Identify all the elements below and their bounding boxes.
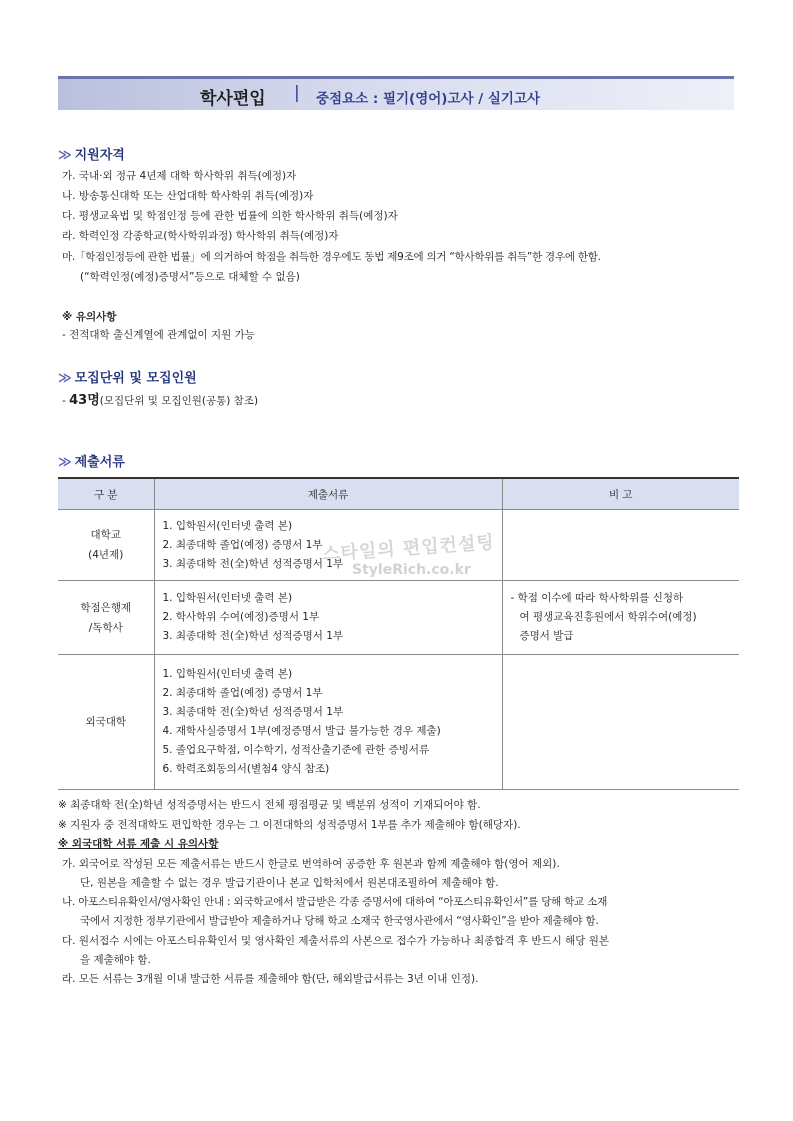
double-chevron-icon: ≫: [58, 455, 69, 470]
section-eligibility-heading: ≫ 지원자격: [58, 148, 125, 163]
header-remarks: 비 고: [502, 478, 739, 510]
foreign-line: 가. 외국어로 작성된 모든 제출서류는 반드시 한글로 번역하여 공증한 후 원본과 함께 제출해야 함(영어 제외).: [62, 858, 560, 870]
table-row: [58, 655, 739, 790]
documents-table: [58, 477, 739, 790]
title-banner: [58, 76, 734, 110]
row-documents: 1. 입학원서(인터넷 출력 본) 2. 최종대학 졸업(예정) 증명서 1부 3. 최종대학 전(全)학년 성적증명서 1부 4. 재학사실증명서 1부(예정증명서 발급 불가능한 경우 제출) 5. 졸업요구학점, 이수학기, 성적산출기준에 관한 증빙서류 6. 학력조회동의서(별첨4 양식 참조): [154, 655, 502, 790]
foreign-line: 국에서 지정한 정부기관에서 발급받아 제출하거나 당해 학교 소재국 한국영사관에서 “영사확인”을 받아 제출해야 함.: [80, 915, 599, 927]
recruit-line: [62, 389, 258, 408]
page-subtitle: 중점요소 : 필기(영어)고사 / 실기고사: [316, 91, 541, 107]
row-remarks: - 학점 이수에 따라 학사학위를 신청하 여 평생교육진흥원에서 학위수여(예정) 증명서 발급: [502, 581, 739, 655]
double-chevron-icon: ≫: [58, 148, 69, 163]
recruit-count: 43명: [69, 393, 100, 408]
recruit-detail: (모집단위 및 모집인원(공통) 참조): [99, 395, 259, 407]
eligibility-item: 다. 평생교육법 및 학점인정 등에 관한 법률에 의한 학사학위 취득(예정)자: [62, 210, 398, 222]
note-heading: ※ 유의사항: [62, 311, 117, 323]
eligibility-item: 마.「학점인정등에 관한 법률」에 의거하여 학점을 취득한 경우에도 동법 제9조에 의거 “학사학위를 취득”한 경우에 한함.: [62, 251, 601, 263]
table-row: [58, 581, 739, 655]
eligibility-item: 나. 방송통신대학 또는 산업대학 학사학위 취득(예정)자: [62, 190, 314, 202]
title-separator: |: [294, 83, 300, 103]
footnote: ※ 최종대학 전(全)학년 성적증명서는 반드시 전체 평점평균 및 백분위 성적이 기재되어야 함.: [58, 799, 481, 811]
table-header-row: [58, 478, 739, 510]
foreign-line: 다. 원서접수 시에는 아포스티유확인서 및 영사확인 제출서류의 사본으로 접수가 가능하나 최종합격 후 반드시 해당 원본: [62, 935, 610, 947]
row-remarks: [502, 510, 739, 581]
section-recruit-heading: ≫ 모집단위 및 모집인원: [58, 371, 197, 386]
section-documents-heading: ≫ 제출서류: [58, 455, 125, 470]
foreign-heading: ※ 외국대학 서류 제출 시 유의사항: [58, 838, 219, 850]
row-documents: 1. 입학원서(인터넷 출력 본) 2. 학사학위 수여(예정)증명서 1부 3. 최종대학 전(全)학년 성적증명서 1부: [154, 581, 502, 655]
double-chevron-icon: ≫: [58, 371, 69, 386]
eligibility-item-continued: (“학력인정(예정)증명서”등으로 대체할 수 없음): [80, 271, 300, 283]
note-text: - 전적대학 출신계열에 관계없이 지원 가능: [62, 329, 255, 341]
foreign-line: 나. 아포스티유확인서/영사확인 안내 : 외국학교에서 발급받은 각종 증명서에 대하여 “아포스티유확인서”를 당해 학교 소재: [62, 896, 608, 908]
row-category: 외국대학: [58, 655, 154, 790]
row-documents: 1. 입학원서(인터넷 출력 본) 2. 최종대학 졸업(예정) 증명서 1부 3. 최종대학 전(全)학년 성적증명서 1부: [154, 510, 502, 581]
recruit-dash: -: [62, 395, 66, 407]
header-documents: 제출서류: [154, 478, 502, 510]
watermark-url: StyleRich.co.kr: [352, 562, 471, 578]
foreign-line: 단, 원본을 제출할 수 없는 경우 발급기관이나 본교 입학처에서 원본대조필하여 제출해야 함.: [80, 877, 499, 889]
eligibility-item: 가. 국내·외 정규 4년제 대학 학사학위 취득(예정)자: [62, 170, 297, 182]
foreign-line: 라. 모든 서류는 3개월 이내 발급한 서류를 제출해야 함(단, 해외발급서류는 3년 이내 인정).: [62, 973, 479, 985]
row-remarks: [502, 655, 739, 790]
watermark: 스타일의 편입컨설팅: [321, 531, 496, 565]
header-category: 구 분: [58, 478, 154, 510]
footnote: ※ 지원자 중 전적대학도 편입학한 경우는 그 이전대학의 성적증명서 1부를 추가 제출해야 함(해당자).: [58, 819, 521, 831]
row-category: 학점은행제 /독학사: [58, 581, 154, 655]
eligibility-item: 라. 학력인정 각종학교(학사학위과정) 학사학위 취득(예정)자: [62, 230, 339, 242]
foreign-line: 을 제출해야 함.: [80, 954, 151, 966]
page-title: 학사편입: [200, 89, 266, 109]
row-category: 대학교 (4년제): [58, 510, 154, 581]
